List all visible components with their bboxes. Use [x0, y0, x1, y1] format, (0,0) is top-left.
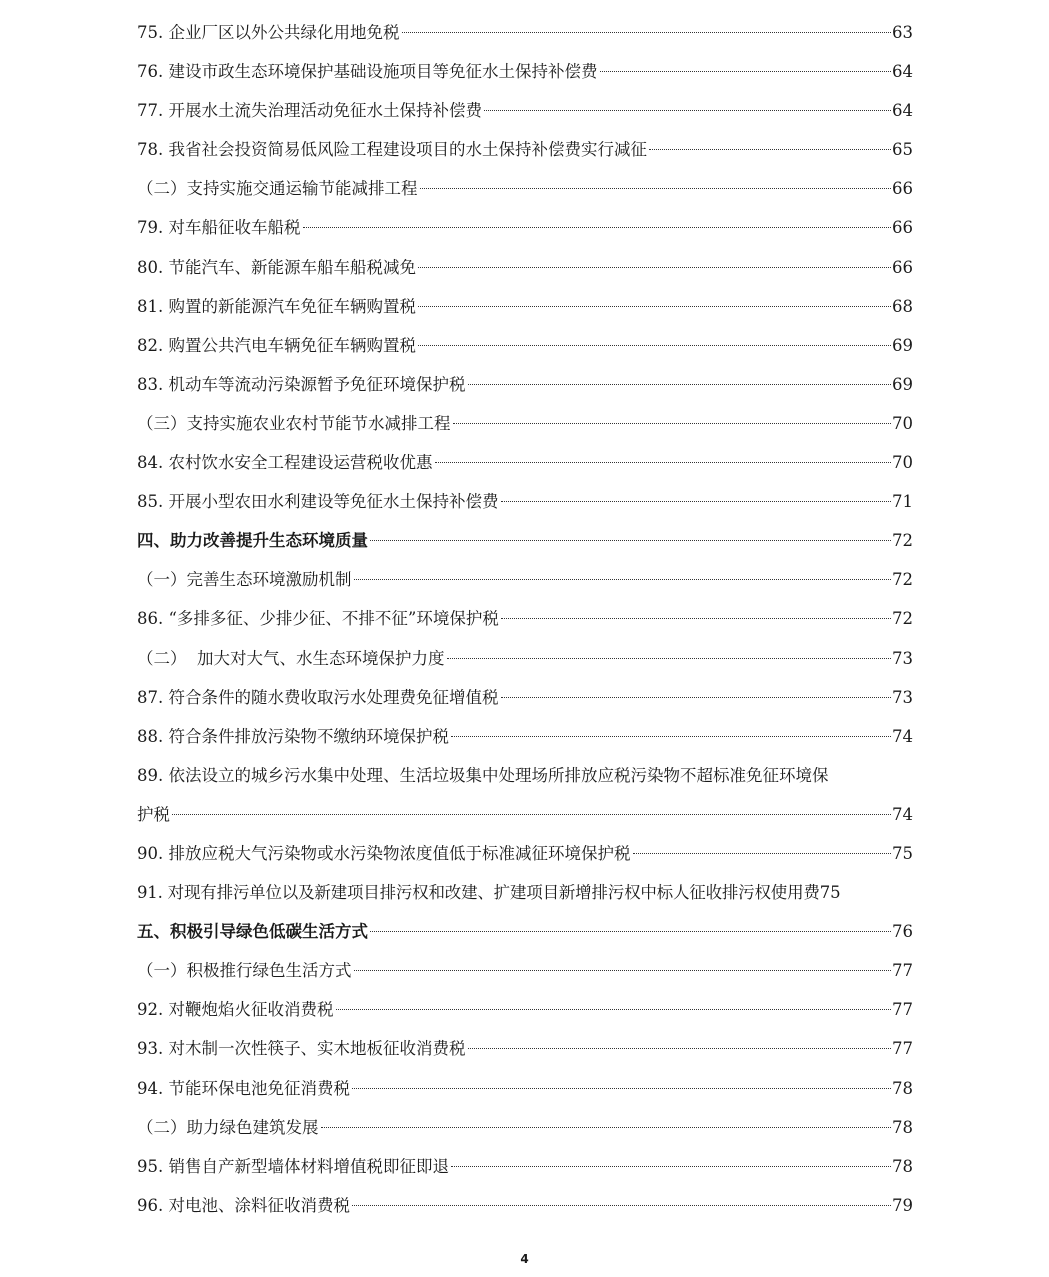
- toc-entry-page: 77: [892, 1000, 913, 1020]
- dot-leader: [451, 1166, 891, 1167]
- toc-subsection[interactable]: [137, 560, 913, 599]
- toc-entry-page: 77: [892, 961, 913, 981]
- toc-entry-title: （三）支持实施农业农村节能节水减排工程: [137, 413, 451, 433]
- toc-entry-page: 71: [892, 492, 913, 512]
- toc-entry-page: 72: [892, 609, 913, 629]
- toc-entry-page: 70: [892, 453, 913, 473]
- dot-leader: [649, 149, 891, 150]
- dot-leader: [447, 658, 892, 659]
- toc-entry[interactable]: [137, 52, 913, 91]
- toc-subsection[interactable]: [137, 951, 913, 990]
- toc-entry-title: 84. 农村饮水安全工程建设运营税收优惠: [137, 453, 433, 473]
- toc-subsection[interactable]: [137, 169, 913, 208]
- toc-entry-page: 65: [892, 140, 913, 160]
- toc-entry-title: 75. 企业厂区以外公共绿化用地免税: [137, 23, 400, 42]
- toc-entry[interactable]: [137, 1029, 913, 1068]
- toc-entry-title: 87. 符合条件的随水费收取污水处理费免征增值税: [137, 687, 499, 707]
- toc-entry[interactable]: [137, 443, 913, 482]
- toc-entry-title: 85. 开展小型农田水利建设等免征水土保持补偿费: [137, 492, 499, 512]
- table-of-contents: [137, 13, 913, 1225]
- toc-entry-title: 四、助力改善提升生态环境质量: [137, 531, 368, 551]
- toc-entry[interactable]: [137, 130, 913, 169]
- toc-entry-page: 78: [892, 1078, 913, 1098]
- toc-entry-page: 74: [892, 804, 913, 824]
- toc-section-heading[interactable]: [137, 912, 913, 951]
- dot-leader: [172, 814, 891, 815]
- toc-entry[interactable]: [137, 287, 913, 326]
- page-number: 4: [520, 1252, 529, 1266]
- toc-entry[interactable]: [137, 482, 913, 521]
- toc-entry-page: 77: [892, 1039, 913, 1059]
- toc-entry[interactable]: [137, 756, 913, 834]
- toc-entry[interactable]: [137, 326, 913, 365]
- toc-entry[interactable]: [137, 1147, 913, 1186]
- dot-leader: [336, 1009, 892, 1010]
- toc-entry-page: 63: [892, 23, 913, 42]
- toc-entry-title: （一）积极推行绿色生活方式: [137, 961, 352, 981]
- toc-entry-page: 79: [892, 1195, 913, 1215]
- toc-entry[interactable]: [137, 365, 913, 404]
- dot-leader: [420, 188, 892, 189]
- toc-entry[interactable]: [137, 873, 937, 912]
- dot-leader: [600, 71, 892, 72]
- toc-entry-title: 96. 对电池、涂料征收消费税: [137, 1195, 350, 1215]
- dot-leader: [435, 462, 892, 463]
- toc-entry-page: 74: [892, 726, 913, 746]
- toc-entry-title: 81. 购置的新能源汽车免征车辆购置税: [137, 296, 416, 316]
- toc-entry-page: 73: [892, 648, 913, 668]
- toc-entry-page: 75: [892, 843, 913, 863]
- dot-leader: [370, 931, 891, 932]
- toc-entry-page: 72: [892, 570, 913, 590]
- toc-entry-title: 95. 销售自产新型墙体材料增值税即征即退: [137, 1156, 449, 1176]
- toc-entry-page: 75: [819, 883, 841, 903]
- toc-subsection[interactable]: [137, 639, 913, 678]
- toc-entry[interactable]: [137, 248, 913, 287]
- toc-entry-page: 76: [892, 922, 913, 942]
- toc-entry-page: 66: [892, 257, 913, 277]
- toc-section-heading[interactable]: [137, 521, 913, 560]
- toc-entry[interactable]: [137, 13, 913, 52]
- toc-subsection[interactable]: [137, 1108, 913, 1147]
- toc-entry[interactable]: [137, 678, 913, 717]
- dot-leader: [321, 1127, 892, 1128]
- toc-entry-title: 88. 符合条件排放污染物不缴纳环境保护税: [137, 726, 449, 746]
- toc-entry-title: 89. 依法设立的城乡污水集中处理、生活垃圾集中处理场所排放应税污染物不超标准免征环境保: [137, 765, 829, 785]
- dot-leader: [633, 853, 892, 854]
- toc-entry-page: 70: [892, 413, 913, 433]
- toc-entry[interactable]: [137, 208, 913, 247]
- toc-entry[interactable]: [137, 1186, 913, 1225]
- dot-leader: [453, 423, 892, 424]
- toc-entry-title-continuation: 护税: [137, 804, 170, 824]
- toc-entry-page: 72: [892, 531, 913, 551]
- toc-entry-page: 64: [892, 62, 913, 82]
- toc-entry-title: 76. 建设市政生态环境保护基础设施项目等免征水土保持补偿费: [137, 62, 598, 82]
- toc-entry[interactable]: [137, 990, 913, 1029]
- toc-entry-title: （二）支持实施交通运输节能减排工程: [137, 179, 418, 199]
- toc-entry-title: 五、积极引导绿色低碳生活方式: [137, 922, 368, 942]
- toc-entry-page: 78: [892, 1117, 913, 1137]
- toc-entry-continuation: [137, 795, 913, 834]
- toc-entry-title: 78. 我省社会投资简易低风险工程建设项目的水土保持补偿费实行减征: [137, 140, 647, 160]
- dot-leader: [354, 579, 892, 580]
- toc-entry[interactable]: [137, 1069, 913, 1108]
- toc-entry-page: 68: [892, 296, 913, 316]
- toc-subsection[interactable]: [137, 404, 913, 443]
- dot-leader: [484, 110, 891, 111]
- dot-leader: [468, 384, 892, 385]
- toc-entry-title: 83. 机动车等流动污染源暂予免征环境保护税: [137, 374, 466, 394]
- dot-leader: [352, 1205, 891, 1206]
- toc-entry-title: 77. 开展水土流失治理活动免征水土保持补偿费: [137, 101, 482, 121]
- toc-entry-title: 82. 购置公共汽电车辆免征车辆购置税: [137, 335, 416, 355]
- toc-entry-title: 92. 对鞭炮焰火征收消费税: [137, 1000, 334, 1020]
- toc-entry-title: 91. 对现有排污单位以及新建项目排污权和改建、扩建项目新增排污权中标人征收排污权使用费: [137, 883, 820, 903]
- toc-entry-title: （一）完善生态环境激励机制: [137, 570, 352, 590]
- toc-entry[interactable]: [137, 599, 913, 638]
- toc-entry[interactable]: [137, 717, 913, 756]
- dot-leader: [352, 1088, 891, 1089]
- dot-leader: [501, 618, 891, 619]
- toc-entry-page: 69: [892, 374, 913, 394]
- toc-entry-page: 64: [892, 101, 913, 121]
- toc-entry-title: （二）助力绿色建筑发展: [137, 1117, 319, 1137]
- dot-leader: [418, 267, 891, 268]
- toc-entry[interactable]: [137, 834, 913, 873]
- dot-leader: [468, 1048, 892, 1049]
- dot-leader: [402, 32, 892, 33]
- toc-entry-title: 90. 排放应税大气污染物或水污染物浓度值低于标准减征环境保护税: [137, 843, 631, 863]
- dot-leader: [451, 736, 891, 737]
- dot-leader: [370, 540, 891, 541]
- toc-entry-title: 93. 对木制一次性筷子、实木地板征收消费税: [137, 1039, 466, 1059]
- toc-entry-title: 94. 节能环保电池免征消费税: [137, 1078, 350, 1098]
- toc-entry[interactable]: [137, 91, 913, 130]
- toc-entry-title: （二） 加大对大气、水生态环境保护力度: [137, 648, 445, 668]
- toc-entry-page: 73: [892, 687, 913, 707]
- toc-entry-title: 79. 对车船征收车船税: [137, 218, 301, 238]
- toc-entry-title: 86. “多排多征、少排少征、不排不征”环境保护税: [137, 609, 499, 629]
- toc-entry-title: 80. 节能汽车、新能源车船车船税减免: [137, 257, 416, 277]
- dot-leader: [418, 306, 891, 307]
- dot-leader: [354, 970, 892, 971]
- dot-leader: [303, 227, 892, 228]
- dot-leader: [501, 697, 892, 698]
- dot-leader: [418, 345, 891, 346]
- toc-entry-page: 66: [892, 179, 913, 199]
- toc-entry-page: 66: [892, 218, 913, 238]
- toc-entry-page: 78: [892, 1156, 913, 1176]
- toc-entry-page: 69: [892, 335, 913, 355]
- dot-leader: [501, 501, 892, 502]
